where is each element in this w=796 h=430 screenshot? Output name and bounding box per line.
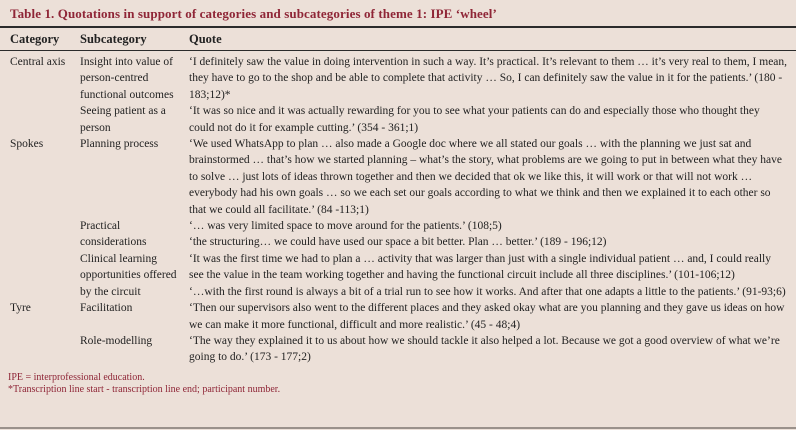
quote-cell <box>187 251 788 300</box>
category-cell <box>8 333 78 366</box>
subcategory-cell: Role-modelling <box>80 334 153 347</box>
table-row <box>8 103 788 136</box>
subcategory-cell: Insight into value of person-centred functional outcomes <box>80 56 174 101</box>
category-cell: Tyre <box>10 302 31 315</box>
quote-text: ‘It was the first time we had to plan a … activity that was larger than just with a single individual patient … and, I could really see the value in the team working together and having the functional circuit include all three disciplines.’ (101-106;12) <box>189 252 771 282</box>
footnote-transcription: *Transcription line start - transcription line end; participant number. <box>8 384 281 396</box>
quote-text: ‘We used WhatsApp to plan … also made a Google doc where we all stated our goals … with the planning we just sat and brainstormed … that’s how we started planning – what’s the story, what problems are we going to put in between what they have to solve … just lots of ideas thrown together and then we decided that ok we like this, it will work or that will not work … everybody had his own goals … so we each set our goals according to what we think and then we explained it to each other so that we could all facilitate.’ (84 -113;1) <box>189 138 782 216</box>
quote-cell <box>187 300 788 333</box>
table-row <box>8 218 788 251</box>
quote-cell <box>187 333 788 366</box>
table-row <box>8 333 788 366</box>
table-body <box>8 51 788 366</box>
table-row <box>8 136 788 218</box>
table-row <box>8 251 788 300</box>
column-header-quote: Quote <box>189 32 222 46</box>
category-cell <box>8 103 78 136</box>
column-header-category: Category <box>10 32 60 46</box>
quote-text: ‘Then our supervisors also went to the different places and they asked okay what are you planning and they gave us ideas on how we can make it more functional, difficult and more realistic.’ (45 - 48;4) <box>189 302 785 331</box>
category-cell <box>8 218 78 251</box>
quote-text: ‘I definitely saw the value in doing intervention in such a way. It’s practical. It’s relevant to them … it’s very real to them, I mean, they have to go to the shop and be able to complete that activity … So, I can definitely saw the value in it for the patients.’ (180 - 183;12)* <box>189 56 788 101</box>
table-footnotes <box>8 372 788 397</box>
footnote-ipe: IPE = interprofessional education. <box>8 371 145 383</box>
table-row <box>8 300 788 333</box>
column-header-subcategory: Subcategory <box>80 32 147 46</box>
table-title: Table 1. Quotations in support of categories and subcategories of theme 1: IPE ‘wheel’ <box>10 6 497 21</box>
category-cell: Central axis <box>10 56 66 68</box>
table-row <box>8 54 788 103</box>
subcategory-cell: Practical considerations <box>80 220 147 249</box>
table-header-row <box>8 28 788 50</box>
category-cell: Spokes <box>10 138 44 151</box>
quote-text: ‘…with the first round is always a bit of a trial run to see how it works. And after that one adapts a little to the patients.’ (91-93;6) <box>189 285 786 298</box>
quote-text: ‘The way they explained it to us about how we should tackle it also helped a lot. Because we got a good overview of what we’re going to do.’ (173 - 177;2) <box>189 334 780 364</box>
quote-text: ‘It was so nice and it was actually rewarding for you to see what your patients can do and especially those who thought they could not do it for example cutting.’ (354 - 361;1) <box>189 105 760 134</box>
subcategory-cell: Clinical learning opportunities offered by the circuit <box>80 252 177 298</box>
quote-cell <box>187 54 788 103</box>
quote-text: ‘… was very limited space to move around for the patients.’ (108;5) <box>189 220 502 233</box>
subcategory-cell: Facilitation <box>80 302 133 315</box>
category-cell <box>8 251 78 300</box>
quote-cell <box>187 136 788 218</box>
quote-cell <box>187 218 788 251</box>
subcategory-cell: Seeing patient as a person <box>80 105 166 134</box>
quote-text: ‘the structuring… we could have used our space a bit better. Plan … better.’ (189 - 196;12) <box>189 236 607 249</box>
quote-cell <box>187 103 788 136</box>
subcategory-cell: Planning process <box>80 138 159 151</box>
